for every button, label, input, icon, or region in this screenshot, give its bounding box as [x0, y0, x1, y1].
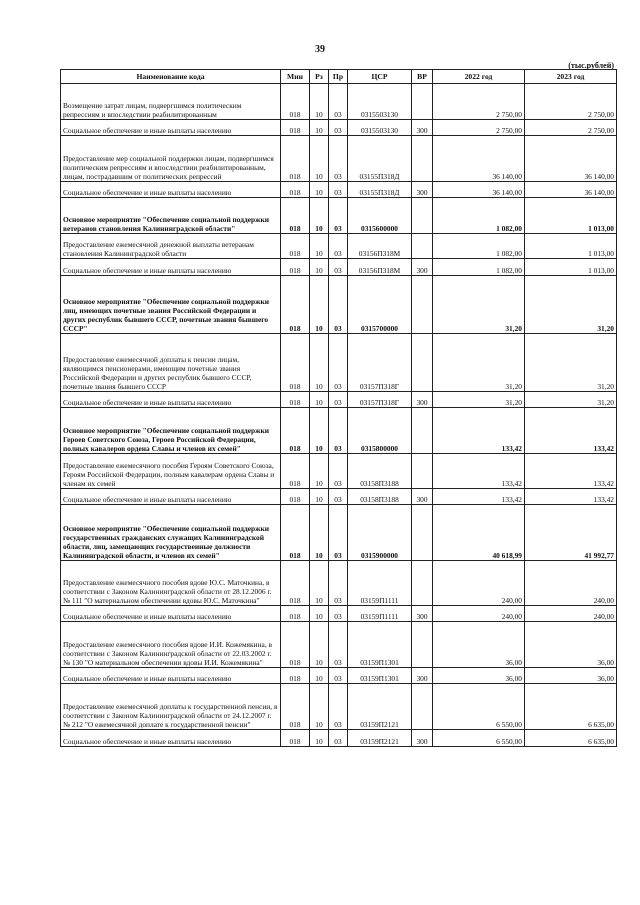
cell-2023: 36 140,00: [525, 182, 617, 198]
cell-vr: [412, 198, 433, 234]
cell-name: Социальное обеспечение и иные выплаты населению: [61, 668, 281, 684]
cell-min: 018: [281, 234, 310, 259]
cell-rz: 10: [310, 84, 329, 120]
cell-rz: 10: [310, 454, 329, 489]
cell-vr: [412, 505, 433, 561]
table-row: [61, 561, 617, 606]
cell-vr: [412, 454, 433, 489]
cell-pr: 03: [329, 454, 348, 489]
cell-csr: 03158П3188: [348, 454, 412, 489]
cell-rz: 10: [310, 668, 329, 684]
cell-min: 018: [281, 84, 310, 120]
cell-pr: 03: [329, 334, 348, 392]
cell-2023: 31,20: [525, 334, 617, 392]
cell-vr: 300: [412, 259, 433, 276]
cell-2022: 31,20: [433, 334, 525, 392]
table-row: [61, 120, 617, 136]
table-row: [61, 182, 617, 198]
cell-csr: 03159П1111: [348, 606, 412, 622]
cell-csr: 0315900000: [348, 505, 412, 561]
cell-pr: 03: [329, 84, 348, 120]
table-row: [61, 668, 617, 684]
table-row: [61, 136, 617, 182]
cell-vr: 300: [412, 182, 433, 198]
table-row: [61, 259, 617, 276]
cell-vr: 300: [412, 120, 433, 136]
cell-2023: 41 992,77: [525, 505, 617, 561]
table-row: [61, 622, 617, 668]
cell-pr: 03: [329, 489, 348, 505]
cell-vr: 300: [412, 668, 433, 684]
cell-vr: [412, 561, 433, 606]
cell-vr: [412, 234, 433, 259]
cell-2023: 1 013,00: [525, 198, 617, 234]
table-row: [61, 392, 617, 408]
cell-rz: 10: [310, 234, 329, 259]
cell-name: Социальное обеспечение и иные выплаты населению: [61, 259, 281, 276]
cell-vr: 300: [412, 730, 433, 747]
cell-rz: 10: [310, 334, 329, 392]
cell-min: 018: [281, 408, 310, 454]
cell-min: 018: [281, 182, 310, 198]
cell-vr: [412, 84, 433, 120]
table-row: [61, 454, 617, 489]
cell-rz: 10: [310, 561, 329, 606]
cell-name: Предоставление ежемесячного пособия вдове И.И. Кожемякина, в соответствии с Законом Калининградской области от 22.03.2002 г. № 130 "О материальном обеспечении вдовы И.И. Кожемякина": [61, 622, 281, 668]
cell-min: 018: [281, 120, 310, 136]
table-row: [61, 84, 617, 120]
cell-2022: 31,20: [433, 276, 525, 334]
cell-vr: [412, 334, 433, 392]
header-pr: Пр: [329, 70, 348, 84]
cell-2022: 6 550,00: [433, 684, 525, 730]
cell-2022: 36 140,00: [433, 182, 525, 198]
cell-2022: 36,00: [433, 622, 525, 668]
cell-name: Предоставление ежемесячной доплаты к пенсии лицам, являющимся пенсионерами, имеющим почетные звания Российской Федерации и других республик бывшего СССР, почетные звания бывшего СССР: [61, 334, 281, 392]
cell-pr: 03: [329, 606, 348, 622]
cell-csr: 03158П3188: [348, 489, 412, 505]
cell-min: 018: [281, 606, 310, 622]
cell-vr: 300: [412, 606, 433, 622]
cell-name: Предоставление ежемесячного пособия вдове Ю.С. Маточкина, в соответствии с Законом Калининградской области от 28.12.2006 г. № 111 "О материальном обеспечении вдовы Ю.С. Маточкина": [61, 561, 281, 606]
cell-min: 018: [281, 392, 310, 408]
cell-csr: 03159П1301: [348, 668, 412, 684]
cell-2023: 133,42: [525, 408, 617, 454]
cell-rz: 10: [310, 120, 329, 136]
cell-name: Социальное обеспечение и иные выплаты населению: [61, 120, 281, 136]
cell-name: Основное мероприятие "Обеспечение социальной поддержки Героев Советского Союза, Героев Российской Федерации, полных кавалеров ордена Славы и членов их семей": [61, 408, 281, 454]
cell-2023: 133,42: [525, 489, 617, 505]
cell-2023: 1 013,00: [525, 259, 617, 276]
cell-vr: [412, 136, 433, 182]
cell-min: 018: [281, 561, 310, 606]
cell-2022: 133,42: [433, 489, 525, 505]
cell-2022: 40 618,99: [433, 505, 525, 561]
cell-pr: 03: [329, 234, 348, 259]
table-row: [61, 730, 617, 747]
header-vr: ВР: [412, 70, 433, 84]
cell-2022: 36 140,00: [433, 136, 525, 182]
cell-csr: 03159П1301: [348, 622, 412, 668]
cell-csr: 03156П318М: [348, 234, 412, 259]
cell-pr: 03: [329, 120, 348, 136]
cell-min: 018: [281, 454, 310, 489]
cell-2022: 240,00: [433, 561, 525, 606]
cell-2022: 36,00: [433, 668, 525, 684]
cell-csr: 03155П318Д: [348, 182, 412, 198]
cell-vr: 300: [412, 489, 433, 505]
cell-csr: 03155П318Д: [348, 136, 412, 182]
cell-2022: 1 082,00: [433, 259, 525, 276]
cell-2022: 1 082,00: [433, 234, 525, 259]
cell-rz: 10: [310, 198, 329, 234]
table-row: [61, 234, 617, 259]
header-csr: ЦСР: [348, 70, 412, 84]
cell-pr: 03: [329, 182, 348, 198]
cell-min: 018: [281, 505, 310, 561]
cell-csr: 03159П2121: [348, 730, 412, 747]
cell-2022: 2 750,00: [433, 120, 525, 136]
page-number: 39: [315, 44, 325, 55]
table-row: [61, 198, 617, 234]
cell-2023: 36,00: [525, 622, 617, 668]
cell-name: Социальное обеспечение и иные выплаты населению: [61, 182, 281, 198]
cell-pr: 03: [329, 259, 348, 276]
table-body: [61, 84, 617, 747]
cell-pr: 03: [329, 408, 348, 454]
table-row: [61, 489, 617, 505]
cell-min: 018: [281, 730, 310, 747]
header-name: Наименование кода: [61, 70, 281, 84]
cell-2023: 6 635,00: [525, 684, 617, 730]
units-label: (тыс.рублей): [568, 61, 614, 70]
cell-vr: [412, 276, 433, 334]
cell-rz: 10: [310, 392, 329, 408]
cell-name: Социальное обеспечение и иные выплаты населению: [61, 392, 281, 408]
table-row: [61, 276, 617, 334]
cell-csr: 03159П2121: [348, 684, 412, 730]
header-2023: 2023 год: [525, 70, 617, 84]
cell-name: Основное мероприятие "Обеспечение социальной поддержки ветеранов становления Калининградской области": [61, 198, 281, 234]
cell-2023: 133,42: [525, 454, 617, 489]
cell-2023: 2 750,00: [525, 84, 617, 120]
cell-vr: [412, 408, 433, 454]
cell-min: 018: [281, 668, 310, 684]
cell-vr: [412, 684, 433, 730]
cell-2023: 31,20: [525, 276, 617, 334]
cell-2023: 1 013,00: [525, 234, 617, 259]
cell-min: 018: [281, 684, 310, 730]
cell-vr: 300: [412, 392, 433, 408]
cell-name: Предоставление ежемесячного пособия Героям Советского Союза, Героям Российской Федерации, полным кавалерам ордена Славы и членам их семей: [61, 454, 281, 489]
cell-2022: 240,00: [433, 606, 525, 622]
cell-rz: 10: [310, 408, 329, 454]
cell-rz: 10: [310, 730, 329, 747]
header-min: Мин: [281, 70, 310, 84]
cell-min: 018: [281, 334, 310, 392]
cell-csr: 0315600000: [348, 198, 412, 234]
cell-min: 018: [281, 136, 310, 182]
cell-rz: 10: [310, 684, 329, 730]
cell-vr: [412, 622, 433, 668]
cell-name: Социальное обеспечение и иные выплаты населению: [61, 606, 281, 622]
cell-name: Возмещение затрат лицам, подвергшимся политическим репрессиям и впоследствии реабилитированным: [61, 84, 281, 120]
table-row: [61, 334, 617, 392]
cell-2022: 133,42: [433, 454, 525, 489]
cell-csr: 0315800000: [348, 408, 412, 454]
table-row: [61, 684, 617, 730]
cell-rz: 10: [310, 622, 329, 668]
cell-pr: 03: [329, 392, 348, 408]
cell-csr: 03157П318Г: [348, 392, 412, 408]
cell-rz: 10: [310, 489, 329, 505]
budget-table: [60, 69, 617, 747]
cell-rz: 10: [310, 136, 329, 182]
cell-pr: 03: [329, 136, 348, 182]
cell-name: Предоставление мер социальной поддержки лицам, подвергшимся политическим репрессиям и впоследствии реабилитированным, лицам, пострадавшим от политических репрессий: [61, 136, 281, 182]
cell-2022: 2 750,00: [433, 84, 525, 120]
cell-2023: 31,20: [525, 392, 617, 408]
cell-pr: 03: [329, 198, 348, 234]
cell-name: Основное мероприятие "Обеспечение социальной поддержки государственных гражданских служащих Калининградской области, лиц, замещающих государственные должности Калининградской области, и членов их семей": [61, 505, 281, 561]
cell-pr: 03: [329, 668, 348, 684]
cell-2022: 1 082,00: [433, 198, 525, 234]
cell-csr: 0315503130: [348, 84, 412, 120]
cell-2022: 31,20: [433, 392, 525, 408]
cell-pr: 03: [329, 276, 348, 334]
cell-rz: 10: [310, 505, 329, 561]
cell-2023: 36 140,00: [525, 136, 617, 182]
table-row: [61, 505, 617, 561]
cell-min: 018: [281, 259, 310, 276]
cell-name: Социальное обеспечение и иные выплаты населению: [61, 730, 281, 747]
table-row: [61, 408, 617, 454]
cell-name: Предоставление ежемесячной денежной выплаты ветеранам становления Калининградской области: [61, 234, 281, 259]
cell-min: 018: [281, 489, 310, 505]
cell-rz: 10: [310, 276, 329, 334]
cell-min: 018: [281, 622, 310, 668]
cell-csr: 0315503130: [348, 120, 412, 136]
cell-2022: 133,42: [433, 408, 525, 454]
cell-csr: 03156П318М: [348, 259, 412, 276]
cell-min: 018: [281, 276, 310, 334]
cell-pr: 03: [329, 561, 348, 606]
cell-pr: 03: [329, 684, 348, 730]
cell-name: Основное мероприятие "Обеспечение социальной поддержки лиц, имеющих почетные звания Российской Федерации и других республик бывшего СССР, почетные звания бывшего СССР": [61, 276, 281, 334]
cell-2023: 240,00: [525, 561, 617, 606]
cell-name: Социальное обеспечение и иные выплаты населению: [61, 489, 281, 505]
cell-2023: 240,00: [525, 606, 617, 622]
header-2022: 2022 год: [433, 70, 525, 84]
cell-csr: 03159П1111: [348, 561, 412, 606]
cell-pr: 03: [329, 505, 348, 561]
table-row: [61, 606, 617, 622]
cell-pr: 03: [329, 730, 348, 747]
cell-2022: 6 550,00: [433, 730, 525, 747]
cell-min: 018: [281, 198, 310, 234]
cell-csr: 03157П318Г: [348, 334, 412, 392]
cell-pr: 03: [329, 622, 348, 668]
cell-csr: 0315700000: [348, 276, 412, 334]
cell-2023: 2 750,00: [525, 120, 617, 136]
cell-rz: 10: [310, 259, 329, 276]
cell-rz: 10: [310, 606, 329, 622]
cell-name: Предоставление ежемесячной доплаты к государственной пенсии, в соответствии с Законом Калининградской области от 24.12.2007 г. № 212 "О ежемесячной доплате к государственной пенсии": [61, 684, 281, 730]
header-rz: Рз: [310, 70, 329, 84]
cell-rz: 10: [310, 182, 329, 198]
table-header-row: [61, 70, 617, 84]
cell-2023: 6 635,00: [525, 730, 617, 747]
cell-2023: 36,00: [525, 668, 617, 684]
